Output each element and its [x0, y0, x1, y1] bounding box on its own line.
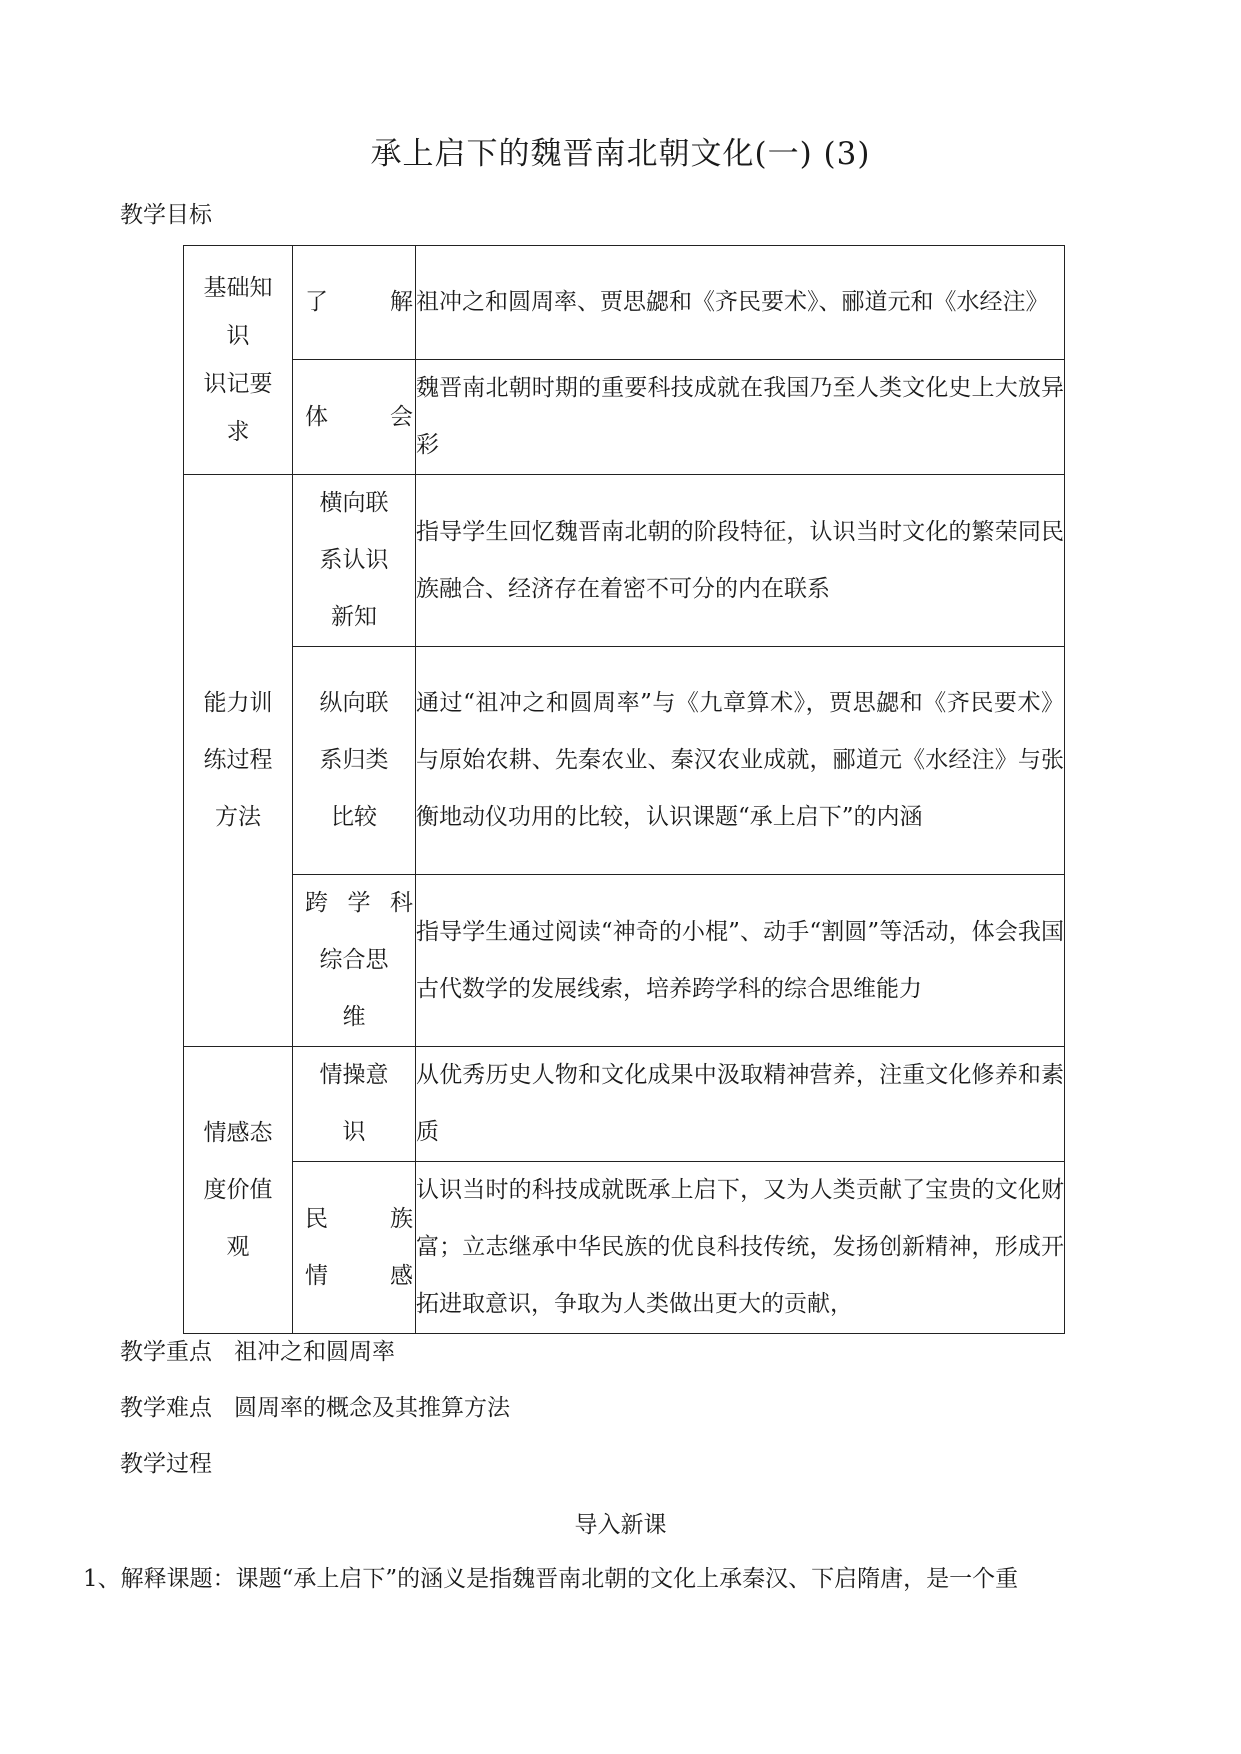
- difficulty-line: [120, 1389, 510, 1422]
- table-row: [184, 1162, 1065, 1334]
- process-heading: 教学过程: [120, 1451, 212, 1477]
- objectives-heading: 教学目标: [120, 202, 212, 228]
- table-row: [184, 647, 1065, 875]
- description-cell: 从优秀历史人物和文化成果中汲取精神营养，注重文化修养和素质: [416, 1047, 1065, 1162]
- key-point-label: 教学重点: [120, 1339, 212, 1365]
- subcategory-cell: 横向联 系认识 新知: [293, 475, 416, 647]
- subcategory-cell: 纵向联 系归类 比较: [293, 647, 416, 875]
- category-cell: [184, 246, 293, 475]
- key-point-text: 祖冲之和圆周率: [234, 1339, 395, 1365]
- subcategory-cell: 情操意 识: [293, 1047, 416, 1162]
- description-cell: 指导学生通过阅读“神奇的小棍”、动手“割圆”等活动，体会我国古代数学的发展线索，培养跨学科的综合思维能力: [416, 875, 1065, 1047]
- description-cell: 魏晋南北朝时期的重要科技成就在我国乃至人类文化史上大放异彩: [416, 360, 1065, 475]
- table-row: [184, 246, 1065, 360]
- subcategory-cell: 了解: [293, 246, 416, 360]
- category-cell: [184, 1047, 293, 1334]
- objectives-table: [183, 245, 1065, 1334]
- description-cell: 认识当时的科技成就既承上启下，又为人类贡献了宝贵的文化财富；立志继承中华民族的优良科技传统，发扬创新精神，形成开拓进取意识，争取为人类做出更大的贡献，: [416, 1162, 1065, 1334]
- category-cell: [184, 475, 293, 1047]
- subcategory-cell: 体会: [293, 360, 416, 475]
- section-heading: 导入新课: [574, 1512, 667, 1538]
- difficulty-text: 圆周率的概念及其推算方法: [234, 1395, 510, 1421]
- category-label: 基础知 识 识记要 求: [203, 275, 273, 445]
- table-row: [184, 360, 1065, 475]
- table-row: [184, 875, 1065, 1047]
- list-item: 1、解释课题：课题“承上启下”的涵义是指魏晋南北朝的文化上承秦汉、下启隋唐，是一个重: [83, 1566, 1019, 1592]
- table-row: [184, 1047, 1065, 1162]
- category-label: 情感态 度价值 观: [203, 1119, 273, 1260]
- key-point-line: [120, 1333, 395, 1366]
- category-label: 能力训 练过程 方法: [203, 690, 273, 830]
- subcategory-cell: 民族 情感: [293, 1162, 416, 1334]
- subcategory-cell: 跨学科 综合思 维: [293, 875, 416, 1047]
- table-row: [184, 475, 1065, 647]
- page-title: 承上启下的魏晋南北朝文化(一) (3): [370, 136, 871, 172]
- description-cell: 祖冲之和圆周率、贾思勰和《齐民要术》、郦道元和《水经注》: [416, 246, 1065, 360]
- description-cell: 指导学生回忆魏晋南北朝的阶段特征，认识当时文化的繁荣同民族融合、经济存在着密不可分的内在联系: [416, 475, 1065, 647]
- description-cell: 通过“祖冲之和圆周率”与《九章算术》，贾思勰和《齐民要术》与原始农耕、先秦农业、秦汉农业成就，郦道元《水经注》与张衡地动仪功用的比较，认识课题“承上启下”的内涵: [416, 647, 1065, 875]
- difficulty-label: 教学难点: [120, 1395, 212, 1421]
